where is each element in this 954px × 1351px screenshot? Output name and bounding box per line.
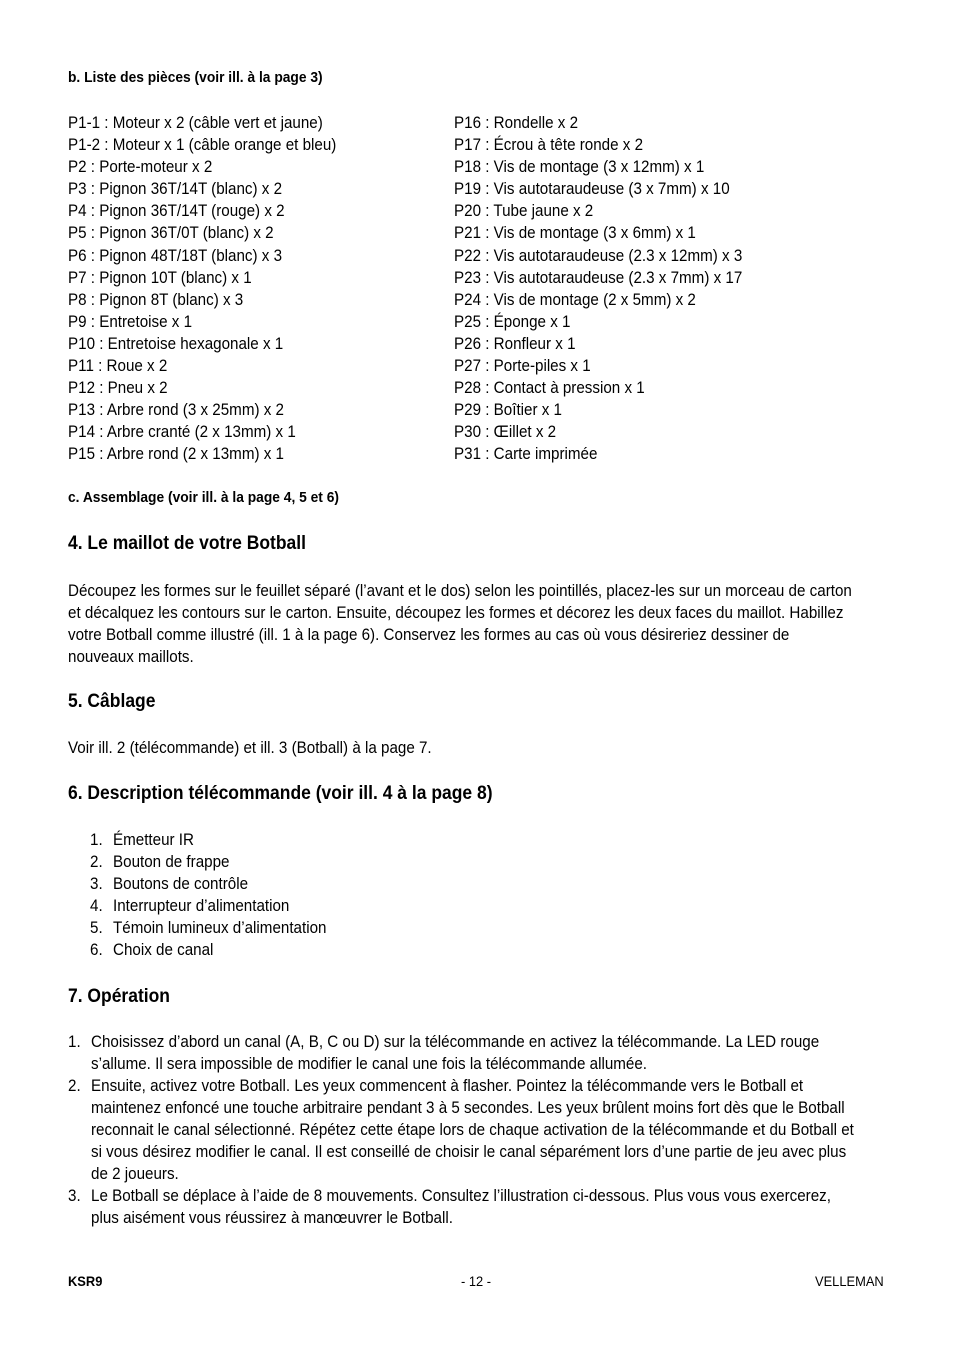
list-item-number: 5. [90,919,103,937]
operation-list [68,1031,888,1229]
list-item-text: Boutons de contrôle [113,875,249,893]
section-4-paragraph [68,580,888,668]
footer-brand: VELLEMAN [815,1273,884,1289]
part-item: P3 : Pignon 36T/14T (blanc) x 2 [68,180,283,199]
part-item: P5 : Pignon 36T/0T (blanc) x 2 [68,224,274,243]
part-item: P30 : Œillet x 2 [454,423,557,442]
part-item: P1-2 : Moteur x 1 (câble orange et bleu) [68,136,337,155]
part-item: P10 : Entretoise hexagonale x 1 [68,334,284,353]
section-7-heading: 7. Opération [68,986,170,1007]
paragraph-line: Découpez les formes sur le feuillet séparé (l’avant et le dos) selon les pointillés, placez-les sur un morceau de carton [68,582,852,600]
part-item: P1-1 : Moteur x 2 (câble vert et jaune) [68,114,323,132]
part-item: P27 : Porte-piles x 1 [454,357,591,376]
part-item: P14 : Arbre cranté (2 x 13mm) x 1 [68,423,296,442]
part-item: P18 : Vis de montage (3 x 12mm) x 1 [454,158,705,177]
operation-step-line: si vous désirez modifier le canal. Il est conseillé de choisir le canal séparément lors d’une partie de jeu avec plus [91,1143,847,1161]
footer-page-number: - 12 - [461,1273,492,1289]
list-item-text: Choix de canal [113,941,214,959]
part-item: P17 : Écrou à tête ronde x 2 [454,136,644,155]
list-item-number: 6. [90,941,103,959]
section-4-heading: 4. Le maillot de votre Botball [68,533,306,554]
operation-step-line: Le Botball se déplace à l’aide de 8 mouvements. Consultez l’illustration ci-dessous. Plus vous vous exercerez, [91,1187,831,1205]
part-item: P16 : Rondelle x 2 [454,114,579,132]
part-item: P19 : Vis autotaraudeuse (3 x 7mm) x 10 [454,180,730,199]
operation-step-line: s’allume. Il sera impossible de modifier le canal une fois la télécommande allumée. [91,1055,648,1073]
list-item-number: 4. [90,897,103,915]
parts-list-left-column [68,112,360,466]
operation-step-number: 3. [68,1187,81,1205]
operation-step-text [91,1031,888,1075]
part-item: P22 : Vis autotaraudeuse (2.3 x 12mm) x 3 [454,246,743,265]
part-item: P29 : Boîtier x 1 [454,401,563,420]
paragraph-line: et décalquez les contours sur le carton. Ensuite, découpez les formes et décorez les deux faces du maillot. Habillez [68,604,844,622]
part-item: P28 : Contact à pression x 1 [454,379,645,398]
list-item-text: Émetteur IR [113,831,194,849]
list-item-number: 2. [90,853,103,871]
operation-step-line: plus aisément vous réussirez à manœuvrer le Botball. [91,1209,453,1227]
part-item: P7 : Pignon 10T (blanc) x 1 [68,268,252,287]
operation-step [68,1031,888,1075]
part-item: P23 : Vis autotaraudeuse (2.3 x 7mm) x 17 [454,268,743,287]
part-item: P25 : Éponge x 1 [454,312,571,331]
operation-step-line: Choisissez d’abord un canal (A, B, C ou D) sur la télécommande en activez la télécommande. La LED rouge [91,1033,820,1051]
operation-step-line: reconnait le canal sélectionné. Répétez cette étape lors de chaque activation de la télécommande et du Botball et [91,1121,854,1139]
part-item: P15 : Arbre rond (2 x 13mm) x 1 [68,445,284,464]
list-item-text: Témoin lumineux d’alimentation [113,919,327,937]
section-b-heading: b. Liste des pièces (voir ill. à la page 3) [68,69,323,86]
part-item: P9 : Entretoise x 1 [68,312,193,331]
section-6-heading: 6. Description télécommande (voir ill. 4 à la page 8) [68,783,493,804]
section-5-paragraph [68,737,888,759]
list-item-number: 1. [90,831,103,849]
part-item: P6 : Pignon 48T/18T (blanc) x 3 [68,246,283,265]
paragraph-line: Voir ill. 2 (télécommande) et ill. 3 (Botball) à la page 7. [68,739,432,757]
operation-step-line: maintenez enfoncé une touche arbitraire pendant 3 à 5 secondes. Les yeux brûlent moins fort dès que le Botball [91,1099,845,1117]
section-c-heading: c. Assemblage (voir ill. à la page 4, 5 et 6) [68,489,340,506]
section-5-heading: 5. Câblage [68,691,156,712]
operation-step-line: de 2 joueurs. [91,1165,179,1183]
part-item: P21 : Vis de montage (3 x 6mm) x 1 [454,224,696,243]
part-item: P11 : Roue x 2 [68,357,168,376]
part-item: P20 : Tube jaune x 2 [454,202,594,221]
list-item-text: Interrupteur d’alimentation [113,897,290,915]
footer-model: KSR9 [68,1273,103,1289]
part-item: P4 : Pignon 36T/14T (rouge) x 2 [68,202,285,221]
list-item-number: 3. [90,875,103,893]
part-item: P26 : Ronfleur x 1 [454,334,576,353]
part-item: P13 : Arbre rond (3 x 25mm) x 2 [68,401,284,420]
operation-step [68,1185,888,1229]
operation-step-number: 1. [68,1033,81,1051]
operation-step-line: Ensuite, activez votre Botball. Les yeux commencent à flasher. Pointez la télécommande vers le Botball et [91,1077,804,1095]
paragraph-line: nouveaux maillots. [68,648,194,666]
list-item-text: Bouton de frappe [113,853,230,871]
part-item: P24 : Vis de montage (2 x 5mm) x 2 [454,290,696,309]
parts-list-right-column [454,112,767,466]
operation-step [68,1075,888,1185]
part-item: P12 : Pneu x 2 [68,379,168,398]
part-item: P31 : Carte imprimée [454,445,598,464]
part-item: P8 : Pignon 8T (blanc) x 3 [68,290,244,309]
operation-step-number: 2. [68,1077,81,1095]
part-item: P2 : Porte-moteur x 2 [68,158,213,177]
operation-step-text [91,1075,888,1185]
operation-step-text [91,1185,888,1229]
paragraph-line: votre Botball comme illustré (ill. 1 à la page 6). Conservez les formes au cas où vous désireriez dessiner de [68,626,790,644]
